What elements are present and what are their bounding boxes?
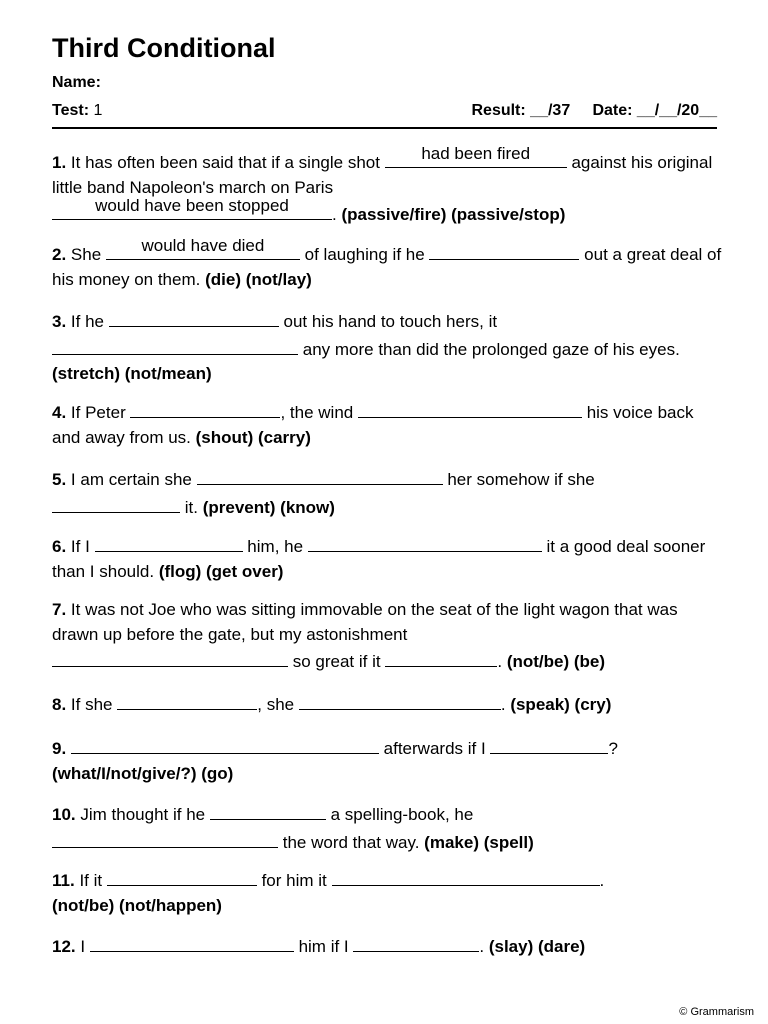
question-text: him, he: [247, 537, 304, 556]
answer-blank[interactable]: [52, 195, 332, 220]
question-text: .: [599, 871, 605, 890]
answer-blank[interactable]: [107, 866, 257, 886]
answer-blank[interactable]: [353, 932, 479, 952]
question-text: If he: [70, 312, 105, 331]
question-hint: (speak) (cry): [510, 695, 612, 714]
question-hint: (prevent) (know): [202, 497, 335, 517]
question-9: [52, 734, 722, 786]
answer-blank[interactable]: [117, 690, 257, 710]
question-hint: (stretch) (not/mean): [52, 364, 212, 383]
filled-answer: would have died: [141, 235, 265, 255]
question-text: so great if it: [292, 652, 381, 671]
question-hint: (make) (spell): [424, 832, 534, 852]
question-text: him if I: [298, 937, 349, 956]
question-text: If I: [70, 537, 90, 556]
date-label: Date:: [592, 102, 633, 119]
question-text: any more than did the prolonged gaze of his eyes.: [302, 339, 680, 359]
question-number: 8.: [52, 695, 67, 714]
answer-blank[interactable]: [106, 235, 300, 260]
question-text: If she: [70, 695, 113, 714]
question-number: 7.: [52, 600, 67, 619]
answer-blank[interactable]: [90, 932, 294, 952]
question-text: , the wind: [280, 403, 354, 422]
answer-blank[interactable]: [210, 800, 326, 820]
answer-blank[interactable]: [197, 465, 443, 485]
answer-blank[interactable]: [130, 398, 280, 418]
filled-answer: had been fired: [421, 143, 531, 163]
question-text: It has often been said that if a single shot: [70, 153, 380, 172]
copyright-notice: © Grammarism: [679, 1006, 754, 1018]
question-text: of laughing if he: [304, 245, 425, 264]
question-text: I: [80, 937, 86, 956]
result-value: __/37: [530, 102, 571, 119]
question-number: 10.: [52, 805, 76, 824]
question-number: 6.: [52, 537, 67, 556]
question-12: [52, 932, 722, 960]
question-text: , she: [257, 695, 295, 714]
answer-blank[interactable]: [429, 240, 579, 260]
result-label: Result:: [471, 102, 526, 119]
question-number: 9.: [52, 739, 67, 758]
test-number: [52, 102, 102, 120]
question-number: 3.: [52, 312, 67, 331]
question-5: [52, 465, 722, 520]
answer-blank[interactable]: [95, 532, 243, 552]
question-text: Jim thought if he: [80, 805, 206, 824]
question-number: 1.: [52, 153, 67, 172]
answer-blank[interactable]: [490, 734, 608, 754]
question-hint: (die) (not/lay): [205, 269, 312, 289]
question-text: it.: [184, 497, 198, 517]
question-4: [52, 398, 722, 450]
question-text: .: [497, 652, 503, 671]
question-number: 2.: [52, 245, 67, 264]
answer-blank[interactable]: [358, 398, 582, 418]
header-divider: [52, 127, 717, 129]
question-text: for him it: [261, 871, 327, 890]
question-1: [52, 143, 722, 228]
question-7: [52, 598, 722, 675]
question-text: out his hand to touch hers, it: [283, 312, 498, 331]
question-text: her somehow if she: [447, 470, 595, 489]
question-text: .: [500, 695, 506, 714]
question-text: his voice back and away from us.: [52, 403, 694, 447]
question-text: If it: [79, 871, 103, 890]
question-text: She: [70, 245, 102, 264]
question-text: afterwards if I: [383, 739, 486, 758]
question-text: .: [479, 937, 485, 956]
question-text: a spelling-book, he: [330, 805, 474, 824]
question-hint: (not/be) (be): [506, 652, 606, 671]
question-text: It was not Joe who was sitting immovable on the seat of the light wagon that was drawn up before the gate, but my astonishment: [52, 600, 678, 644]
answer-blank[interactable]: [332, 866, 600, 886]
question-hint: (slay) (dare): [488, 937, 586, 956]
question-11: [52, 866, 722, 918]
answer-blank[interactable]: [299, 690, 501, 710]
question-hint: (passive/fire) (passive/stop): [341, 205, 566, 224]
question-text: against his original little band Napoleon's march on Paris: [52, 153, 713, 197]
answer-blank[interactable]: [385, 647, 497, 667]
name-label: Name:: [52, 74, 101, 91]
question-hint: (not/be) (not/happen): [52, 895, 222, 915]
test-label: Test:: [52, 102, 90, 119]
worksheet-title: Third Conditional: [52, 33, 276, 63]
answer-blank[interactable]: [52, 493, 180, 513]
answer-blank[interactable]: [109, 307, 279, 327]
result-date: [471, 102, 717, 120]
question-text: the word that way.: [282, 832, 420, 852]
date-value: __/__/20__: [636, 102, 717, 119]
question-number: 11.: [52, 871, 75, 890]
question-text: ?: [608, 739, 618, 758]
question-3: [52, 307, 722, 387]
filled-answer: would have been stopped: [95, 195, 289, 215]
question-hint: (shout) (carry): [195, 427, 311, 447]
answer-blank[interactable]: [52, 335, 298, 355]
question-10: [52, 800, 722, 855]
question-text: out a great deal of his money on them.: [52, 245, 722, 289]
test-value: 1: [93, 102, 103, 119]
question-8: [52, 690, 722, 718]
answer-blank[interactable]: [52, 647, 288, 667]
question-text: .: [332, 205, 337, 224]
answer-blank[interactable]: [71, 734, 379, 754]
question-hint: (what/I/not/give/?) (go): [52, 763, 234, 783]
answer-blank[interactable]: [385, 143, 567, 168]
question-number: 12.: [52, 937, 76, 956]
answer-blank[interactable]: [52, 828, 278, 848]
question-text: it a good deal sooner than I should.: [52, 537, 706, 581]
question-6: [52, 532, 722, 584]
question-2: [52, 235, 722, 292]
answer-blank[interactable]: [308, 532, 542, 552]
question-number: 5.: [52, 470, 67, 489]
test-info-row: [52, 102, 717, 124]
question-hint: (flog) (get over): [158, 561, 284, 581]
question-text: If Peter: [70, 403, 126, 422]
question-number: 4.: [52, 403, 67, 422]
question-text: I am certain she: [70, 470, 192, 489]
